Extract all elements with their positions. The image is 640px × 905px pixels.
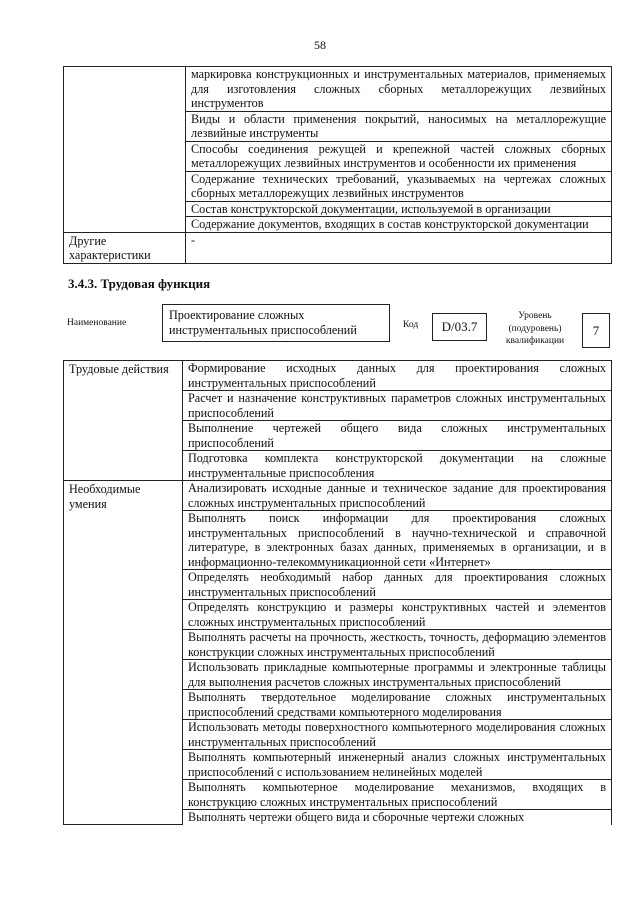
labor-actions-label: Трудовые действия [64,361,183,481]
table-row [64,67,612,112]
skill-item: Выполнять компьютерное моделирование механизмов, входящих в конструкцию сложных инструментальных приспособлений [183,780,612,810]
section-title: 3.4.3. Трудовая функция [68,276,211,291]
knowledge-item: Виды и области применения покрытий, наносимых на металлорежущие лезвийные инструменты [186,111,612,141]
code-box: D/03.7 [432,313,487,341]
level-label: Уровень (подуровень) квалификации [505,311,565,346]
table-row [64,232,612,263]
knowledge-item: Состав конструкторской документации, используемой в организации [186,201,612,217]
labor-action-item: Формирование исходных данных для проектирования сложных инструментальных приспособлений [183,361,612,391]
skill-item: Определять необходимый набор данных для проектирования сложных инструментальных приспособлений [183,570,612,600]
skill-item: Использовать методы поверхностного компьютерного моделирования сложных инструментальных приспособлений [183,720,612,750]
knowledge-item: маркировка конструкционных и инструментальных материалов, применяемых для изготовления сложных сборных металлорежущих лезвийных инструментов [186,67,612,112]
code-label: Код [403,320,419,330]
skill-item: Выполнять расчеты на прочность, жесткость, точность, деформацию элементов конструкции сложных инструментальных приспособлений [183,630,612,660]
skill-item: Выполнять компьютерный инженерный анализ сложных инструментальных приспособлений с использованием нелинейных моделей [183,750,612,780]
skill-item: Выполнять поиск информации для проектирования сложных инструментальных приспособлений в научно-технической и справочной литературе, в электронных базах данных, применяемых в организации, и в информационно-телекоммуникационной сети «Интернет» [183,511,612,570]
name-label: Наименование [67,318,127,328]
knowledge-item: Содержание технических требований, указываемых на чертежах сложных сборных металлорежущих лезвийных инструментов [186,171,612,201]
skill-item: Определять конструкцию и размеры конструктивных частей и элементов сложных инструментальных приспособлений [183,600,612,630]
labor-action-item: Выполнение чертежей общего вида сложных инструментальных приспособлений [183,421,612,451]
knowledge-item: Содержание документов, входящих в состав конструкторской документации [186,217,612,233]
other-characteristics-label: Другие характеристики [64,232,186,263]
knowledge-table-continued [63,66,612,264]
labor-function-table [63,360,612,825]
required-skills-label: Необходимые умения [64,481,183,825]
row-header-cell [64,67,186,233]
table-row [64,481,612,511]
knowledge-item: Способы соединения режущей и крепежной частей сложных сборных металлорежущих лезвийных инструментов и особенности их применения [186,141,612,171]
skill-item: Выполнять твердотельное моделирование сложных инструментальных приспособлений средствами компьютерного моделирования [183,690,612,720]
labor-action-item: Расчет и назначение конструктивных параметров сложных инструментальных приспособлений [183,391,612,421]
level-box: 7 [582,313,610,348]
other-characteristics-value: - [186,232,612,263]
table-row [64,361,612,391]
function-name-box: Проектирование сложных инструментальных приспособлений [162,304,390,342]
page-number: 58 [314,38,326,52]
skill-item: Использовать прикладные компьютерные программы и электронные таблицы для выполнения расчетов сложных инструментальных приспособлений [183,660,612,690]
skill-item: Выполнять чертежи общего вида и сборочные чертежи сложных [183,810,612,825]
labor-action-item: Подготовка комплекта конструкторской документации на сложные инструментальные приспособления [183,451,612,481]
skill-item: Анализировать исходные данные и техническое задание для проектирования сложных инструментальных приспособлений [183,481,612,511]
